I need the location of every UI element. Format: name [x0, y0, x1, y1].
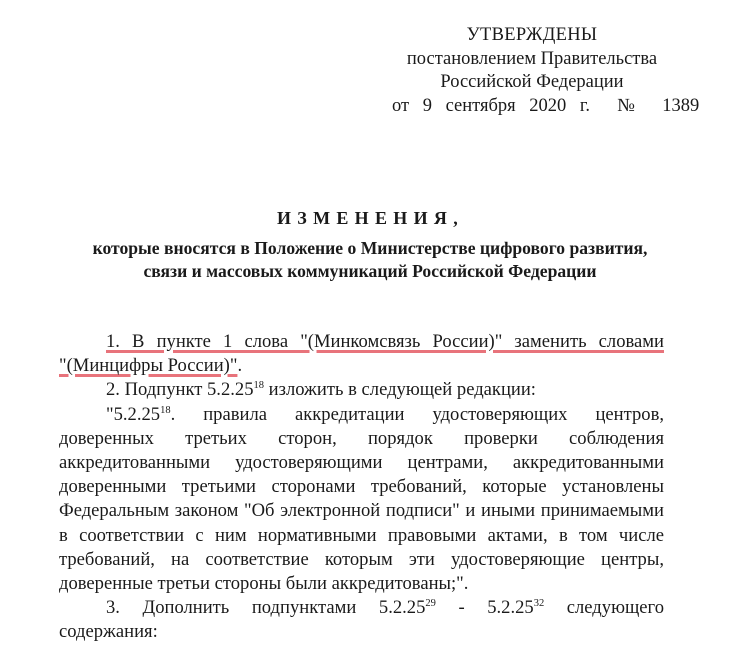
document-title: ИЗМЕНЕНИЯ, — [276, 208, 464, 228]
item-3 — [59, 596, 664, 644]
quote-line-8: доверенные третьи стороны были аккредитованы;". — [59, 573, 469, 595]
item-2-text-a: 2. Подпункт 5.2.25 — [106, 379, 254, 401]
quote-line-4: доверенными третьими сторонами требований, которые установлены — [59, 476, 664, 498]
item-3-mid: - 5.2.25 — [435, 597, 534, 619]
approval-block — [392, 24, 700, 118]
quote-line-5: Федеральным законом "Об электронной подписи" и иными принимаемыми — [59, 500, 664, 522]
approval-line-3: от 9 сентября 2020 г. № 1389 — [392, 95, 700, 116]
quote-line-1: . правила аккредитации удостоверяющих центров, — [170, 403, 664, 425]
quote-line-7: требований, на соответствие которым эти удостоверяющие центры, — [59, 548, 664, 570]
item-3-sup-2: 32 — [533, 598, 545, 610]
item-2-text-b: изложить в следующей редакции: — [264, 379, 536, 401]
subtitle-line-1: которые вносятся в Положение о Министерстве цифрового развития, — [92, 238, 648, 258]
document-subtitle — [40, 237, 700, 283]
approval-line-1: постановлением Правительства — [406, 48, 658, 69]
item-1-line-2: "(Минцифры России)" — [59, 355, 238, 377]
quote-line-2: доверенных третьих сторон, порядок проверки соблюдения — [59, 427, 664, 449]
item-3-text-b: следующего — [544, 597, 664, 619]
item-3-text-a: 3. Дополнить подпунктами 5.2.25 — [106, 597, 426, 619]
item-2-sup: 18 — [253, 380, 264, 392]
quote-line-6: в соответствии с ним нормативными правовыми актами, в том числе — [59, 524, 664, 546]
quote-line-3: аккредитованными удостоверяющими центрами, аккредитованными — [59, 452, 664, 474]
item-1-line-2-end: . — [237, 355, 243, 377]
quote-sup: 18 — [160, 404, 171, 416]
item-3-line-2: содержания: — [59, 621, 158, 643]
item-3-sup-1: 29 — [425, 598, 436, 610]
item-2 — [59, 378, 664, 402]
document-body — [59, 330, 664, 645]
item-1 — [59, 330, 664, 378]
approval-heading: УТВЕРЖДЕНЫ — [466, 25, 598, 45]
item-2-quote — [59, 403, 664, 597]
item-1-line-1: 1. В пункте 1 слова "(Минкомсвязь России)" заменить словами — [106, 331, 664, 352]
subtitle-line-2: связи и массовых коммуникаций Российской Федерации — [143, 261, 597, 281]
quote-start: "5.2.25 — [106, 403, 161, 425]
approval-line-2: Российской Федерации — [440, 72, 624, 92]
